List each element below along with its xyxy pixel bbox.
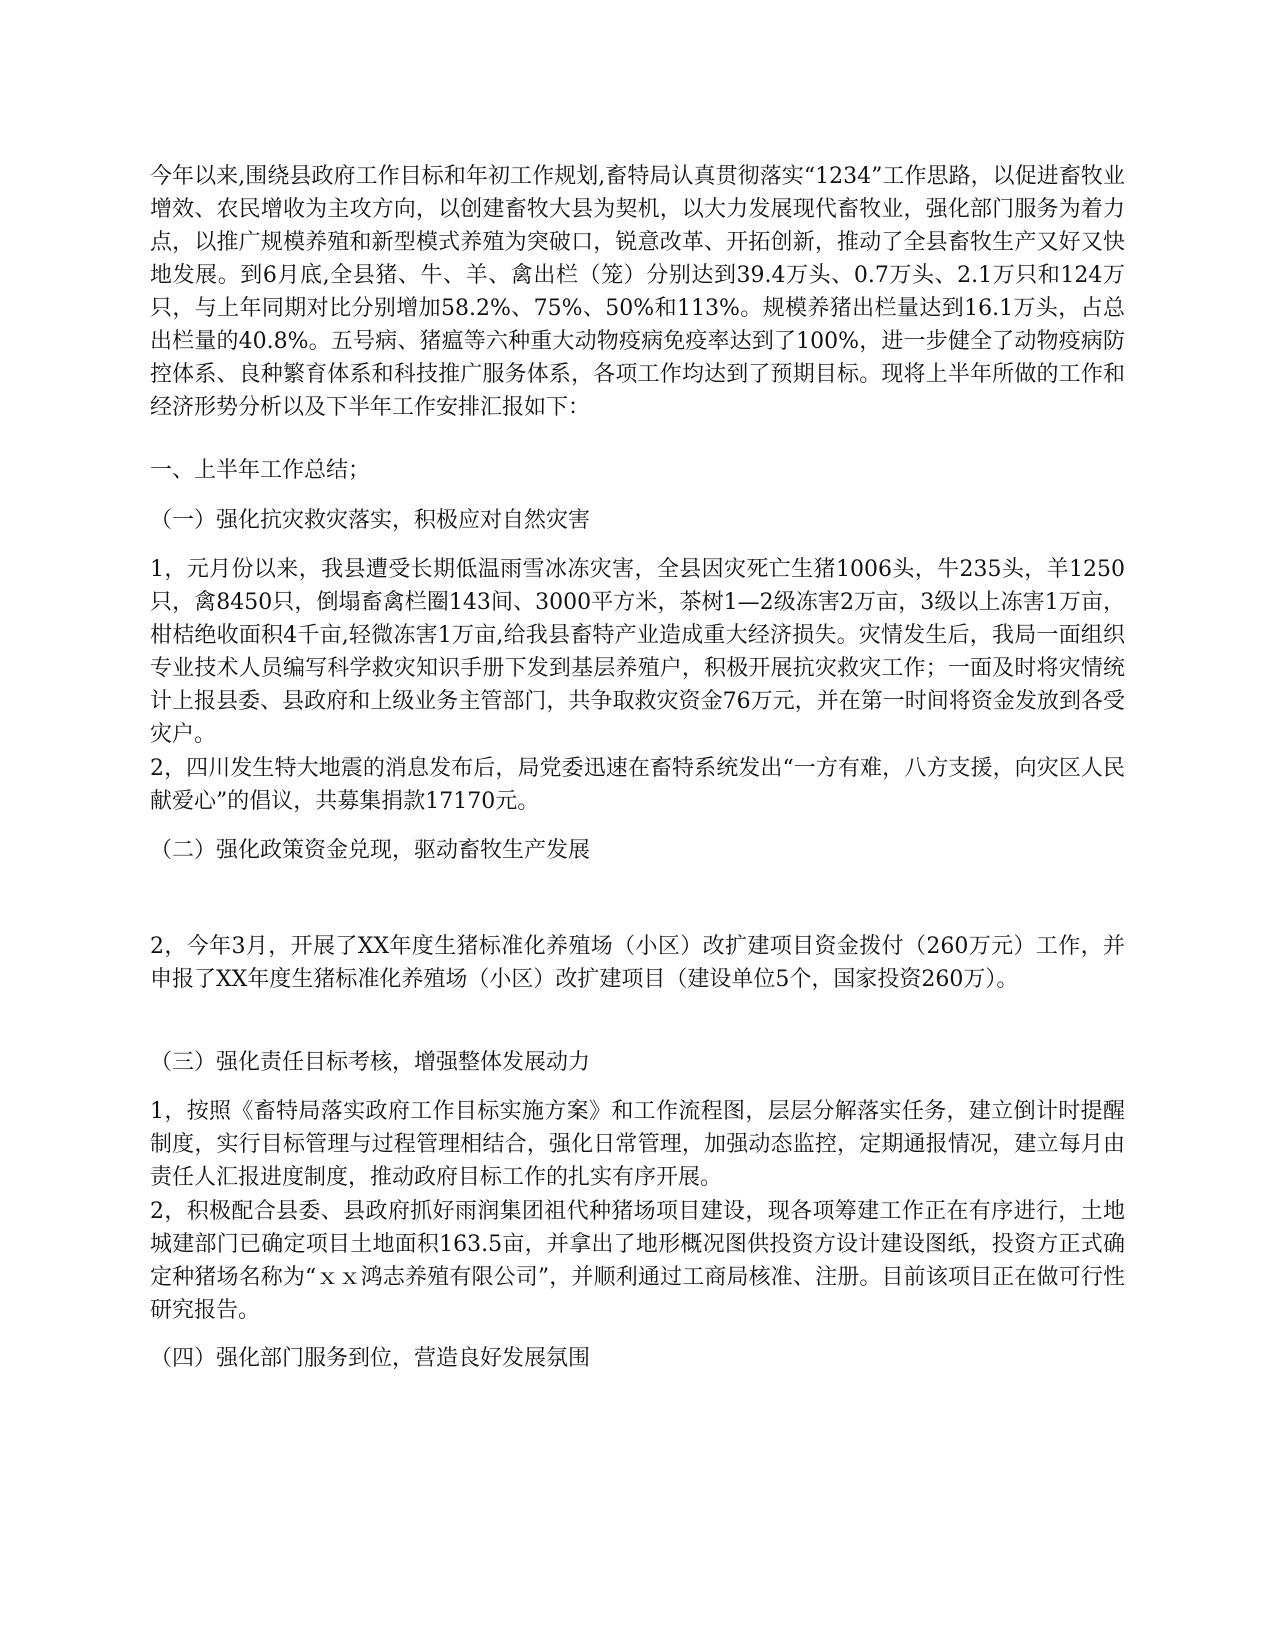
- body-paragraph: 2，四川发生特大地震的消息发布后，局党委迅速在畜特系统发出“一方有难，八方支援，向灾区人民献爱心”的倡议，共募集捐款17170元。: [150, 756, 1125, 814]
- subsection-heading: （四）强化部门服务到位，营造良好发展氛围: [150, 1346, 591, 1371]
- subsection-heading: （一）强化抗灾救灾落实，积极应对自然灾害: [150, 508, 591, 533]
- subsection-heading: （三）强化责任目标考核，增强整体发展动力: [150, 1050, 591, 1075]
- body-paragraph: 1，元月份以来，我县遭受长期低温雨雪冰冻灾害，全县因灾死亡生猪1006头，牛235头，羊1250只，禽8450只，倒塌畜禽栏圈143间、3000平方米，茶树1—2级冻害2万亩，3级以上冻害1万亩，柑桔绝收面积4千亩,轻微冻害1万亩,给我县畜特产业造成重大经济损失。灾情发生后，我局一面组织专业技术人员编写科学救灾知识手册下发到基层养殖户，积极开展抗灾救灾工作；一面及时将灾情统计上报县委、县政府和上级业务主管部门，共争取救灾资金76万元，并在第一时间将资金发放到各受灾户。: [150, 557, 1125, 747]
- body-paragraph: 2，今年3月，开展了XX年度生猪标准化养殖场（小区）改扩建项目资金拨付（260万元）工作，并申报了XX年度生猪标准化养殖场（小区）改扩建项目（建设单位5个，国家投资260万）。: [150, 934, 1125, 992]
- intro-paragraph: 今年以来,围绕县政府工作目标和年初工作规划,畜特局认真贯彻落实“1234”工作思路，以促进畜牧业增效、农民增收为主攻方向，以创建畜牧大县为契机，以大力发展现代畜牧业，强化部门服务为着力点，以推广规模养殖和新型模式养殖为突破口，锐意改革、开拓创新，推动了全县畜牧生产又好又快地发展。到6月底,全县猪、牛、羊、禽出栏（笼）分别达到39.4万头、0.7万头、2.1万只和124万只，与上年同期对比分别增加58.2%、75%、50%和113%。规模养猪出栏量达到16.1万头，占总出栏量的40.8%。五号病、猪瘟等六种重大动物疫病免疫率达到了100%，进一步健全了动物疫病防控体系、良种繁育体系和科技推广服务体系，各项工作均达到了预期目标。现将上半年所做的工作和经济形势分析以及下半年工作安排汇报如下：: [150, 164, 1125, 420]
- section-heading: 一、上半年工作总结；: [150, 458, 371, 483]
- body-paragraph: 2，积极配合县委、县政府抓好雨润集团祖代种猪场项目建设，现各项筹建工作正在有序进行，土地城建部门已确定项目土地面积163.5亩，并拿出了地形概况图供投资方设计建设图纸，投资方正式确定种猪场名称为“ｘｘ鸿志养殖有限公司”，并顺利通过工商局核准、注册。目前该项目正在做可行性研究报告。: [150, 1199, 1125, 1323]
- body-paragraph: 1，按照《畜特局落实政府工作目标实施方案》和工作流程图，层层分解落实任务，建立倒计时提醒制度，实行目标管理与过程管理相结合，强化日常管理，加强动态监控，定期通报情况，建立每月由责任人汇报进度制度，推动政府目标工作的扎实有序开展。: [150, 1099, 1125, 1190]
- subsection-heading: （二）强化政策资金兑现，驱动畜牧生产发展: [150, 838, 591, 863]
